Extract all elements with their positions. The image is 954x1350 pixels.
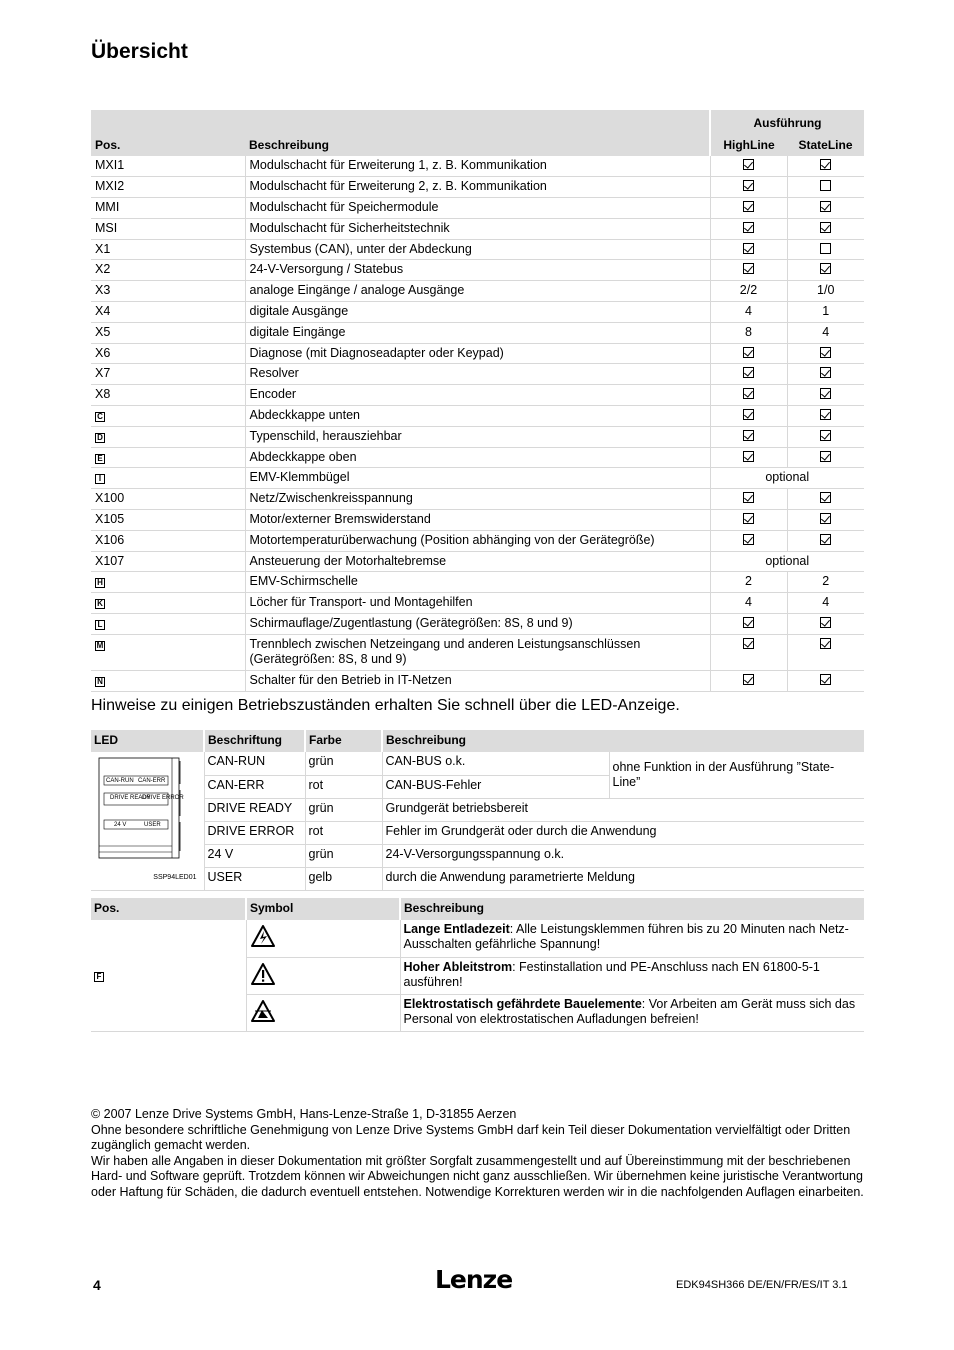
table-row — [91, 572, 864, 593]
pos-cell: X107 — [91, 551, 245, 572]
highline-cell — [710, 489, 787, 510]
pos-cell: X4 — [91, 302, 245, 323]
desc-cell: Schirmauflage/Zugentlastung (Gerätegrößen: 8S, 8 und 9) — [245, 614, 710, 635]
checked-box-icon — [743, 388, 754, 399]
desc-cell: Systembus (CAN), unter der Abdeckung — [245, 239, 710, 260]
symbol-cell — [246, 957, 400, 994]
stateline-cell — [787, 156, 864, 177]
highline-cell — [710, 343, 787, 364]
led-row — [91, 844, 864, 867]
table-row — [91, 302, 864, 323]
symbol-header: Symbol — [246, 898, 400, 920]
checked-box-icon — [743, 451, 754, 462]
led-color-cell: rot — [305, 775, 382, 798]
table-row — [91, 239, 864, 260]
led-row — [91, 867, 864, 890]
table-row — [91, 426, 864, 447]
led-label-cell: CAN-RUN — [204, 752, 305, 775]
position-marker: L — [95, 620, 105, 630]
led-color-cell: grün — [305, 798, 382, 821]
table-row — [91, 364, 864, 385]
checked-box-icon — [743, 222, 754, 233]
checked-box-icon — [820, 451, 831, 462]
highline-cell — [710, 634, 787, 670]
desc-cell: Schalter für den Betrieb in IT-Netzen — [245, 670, 710, 691]
stateline-cell — [787, 426, 864, 447]
stateline-cell: 1/0 — [787, 281, 864, 302]
highline-cell — [710, 260, 787, 281]
stateline-cell — [787, 530, 864, 551]
highline-cell — [710, 614, 787, 635]
symbol-text: : Alle Leistungsklemmen führen bis zu 20 Minuten nach Netz-Ausschalten gefährliche Spannung! — [403, 922, 849, 951]
stateline-note: ohne Funktion in der Ausführung ”State-Line” — [609, 752, 864, 798]
pos-cell — [91, 614, 245, 635]
desc-cell: Typenschild, herausziehbar — [245, 426, 710, 447]
led-label-cell: 24 V — [204, 844, 305, 867]
desc-cell: analoge Eingänge / analoge Ausgänge — [245, 281, 710, 302]
stateline-cell — [787, 239, 864, 260]
led-row — [91, 752, 864, 775]
stateline-header: StateLine — [787, 133, 864, 156]
desc-cell: Abdeckkappe unten — [245, 406, 710, 427]
checked-box-icon — [820, 347, 831, 358]
highline-cell: 2/2 — [710, 281, 787, 302]
highline-cell: 4 — [710, 593, 787, 614]
position-marker: I — [95, 474, 105, 484]
desc-cell: Encoder — [245, 385, 710, 406]
page-number: 4 — [93, 1277, 101, 1293]
pos-cell: X5 — [91, 322, 245, 343]
led-panel-drawing — [94, 756, 186, 864]
led-desc-cell: Grundgerät betriebsbereit — [382, 798, 864, 821]
pos-cell — [91, 572, 245, 593]
overview-table — [91, 110, 864, 692]
table-row — [91, 614, 864, 635]
desc-cell: Modulschacht für Speichermodule — [245, 198, 710, 219]
pos-cell: MSI — [91, 218, 245, 239]
desc-cell: Löcher für Transport- und Montagehilfen — [245, 593, 710, 614]
checked-box-icon — [743, 534, 754, 545]
pos-cell: X3 — [91, 281, 245, 302]
led-row — [91, 821, 864, 844]
led-desc-cell: 24-V-Versorgungsspannung o.k. — [382, 844, 864, 867]
highline-cell — [710, 530, 787, 551]
table-row — [91, 489, 864, 510]
highline-cell: 4 — [710, 302, 787, 323]
checked-box-icon — [743, 617, 754, 628]
position-marker: N — [95, 677, 105, 687]
sym-pos-header: Pos. — [91, 898, 246, 920]
stateline-cell — [787, 260, 864, 281]
pos-cell: X100 — [91, 489, 245, 510]
desc-cell: Abdeckkappe oben — [245, 447, 710, 468]
position-marker: E — [95, 454, 105, 464]
led-color-cell: gelb — [305, 867, 382, 890]
desc-cell: 24-V-Versorgung / Statebus — [245, 260, 710, 281]
electric-hazard-icon — [250, 937, 276, 951]
led-color-cell: rot — [305, 821, 382, 844]
led-label-cell: USER — [204, 867, 305, 890]
checked-box-icon — [820, 492, 831, 503]
checked-box-icon — [743, 180, 754, 191]
desc-cell: Modulschacht für Erweiterung 2, z. B. Kommunikation — [245, 177, 710, 198]
table-row — [91, 593, 864, 614]
document-reference: EDK94SH366 DE/EN/FR/ES/IT 3.1 — [676, 1279, 848, 1291]
stateline-cell — [787, 343, 864, 364]
table-row — [91, 281, 864, 302]
desc-cell: Modulschacht für Erweiterung 1, z. B. Kommunikation — [245, 156, 710, 177]
pos-cell: MXI1 — [91, 156, 245, 177]
checked-box-icon — [820, 367, 831, 378]
pos-cell: X8 — [91, 385, 245, 406]
liability-notice: Wir haben alle Angaben in dieser Dokumentation mit größter Sorgfalt zusammengestellt und auf Übereinstimmung mit der beschriebenen Hard- und Software geprüft. Trotzdem können wir Abweichungen nicht ganz ausschließen. Wir übernehmen keine juristische Verantwortung oder Haftung für Schäden, die dadurch eventuell entstehen. Notwendige Korrekturen werden wir in die nachfolgenden Auflagen einarbeiten. — [91, 1153, 864, 1199]
pos-cell — [91, 468, 245, 489]
table-row — [91, 447, 864, 468]
checked-box-icon — [743, 159, 754, 170]
desc-cell: Netz/Zwischenkreisspannung — [245, 489, 710, 510]
led-image-label: CAN-RUN — [106, 778, 134, 784]
symbol-desc-cell — [400, 994, 864, 1031]
position-marker: F — [94, 972, 104, 982]
checked-box-icon — [743, 367, 754, 378]
stateline-cell — [787, 177, 864, 198]
checked-box-icon — [820, 638, 831, 649]
checked-box-icon — [743, 492, 754, 503]
led-color-cell: grün — [305, 752, 382, 775]
checked-box-icon — [820, 201, 831, 212]
pos-cell — [91, 670, 245, 691]
led-desc-cell: durch die Anwendung parametrierte Meldung — [382, 867, 864, 890]
sym-pos-cell — [91, 920, 246, 1031]
desc-cell: Motor/externer Bremswiderstand — [245, 510, 710, 531]
checked-box-icon — [743, 430, 754, 441]
table-row — [91, 634, 864, 670]
highline-cell — [710, 218, 787, 239]
variant-cell: optional — [710, 468, 864, 489]
led-desc-cell: CAN-BUS-Fehler — [382, 775, 609, 798]
table-row — [91, 385, 864, 406]
symbol-title: Elektrostatisch gefährdete Bauelemente — [403, 996, 642, 1011]
highline-cell — [710, 177, 787, 198]
warning-icon — [250, 975, 276, 989]
checked-box-icon — [743, 513, 754, 524]
stateline-cell — [787, 198, 864, 219]
variant-cell: optional — [710, 551, 864, 572]
table-row — [91, 468, 864, 489]
led-image-label: DRIVE ERROR — [142, 795, 184, 801]
pos-cell — [91, 593, 245, 614]
stateline-cell — [787, 634, 864, 670]
led-header: LED — [91, 730, 204, 752]
highline-cell — [710, 510, 787, 531]
table-row — [91, 177, 864, 198]
desc-header: Beschreibung — [245, 133, 710, 156]
pos-cell: MMI — [91, 198, 245, 219]
checked-box-icon — [820, 430, 831, 441]
symbol-row — [91, 920, 864, 957]
table-row — [91, 551, 864, 572]
desc-cell: Trennblech zwischen Netzeingang und anderen Leistungsanschlüssen (Gerätegrößen: 8S, 8 und 9) — [245, 634, 710, 670]
stateline-cell — [787, 510, 864, 531]
pos-cell: X6 — [91, 343, 245, 364]
symbol-text: : Vor Arbeiten am Gerät muss sich das Personal von elektrostatischen Aufladungen befreien! — [403, 996, 856, 1026]
copy-notice: Ohne besondere schriftliche Genehmigung von Lenze Drive Systems GmbH darf kein Teil dieser Dokumentation vervielfältigt oder Dritten zugänglich gemacht werden. — [91, 1122, 851, 1152]
desc-cell: digitale Eingänge — [245, 322, 710, 343]
checked-box-icon — [820, 409, 831, 420]
symbol-desc-cell — [400, 920, 864, 957]
checked-box-icon — [743, 638, 754, 649]
table-row — [91, 260, 864, 281]
led-image-label: CAN-ERR — [138, 778, 166, 784]
led-image-label: DRIVE READY — [110, 795, 151, 801]
pos-cell: X1 — [91, 239, 245, 260]
highline-header: HighLine — [710, 133, 787, 156]
led-desc-cell: CAN-BUS o.k. — [382, 752, 609, 775]
led-desc-header: Beschreibung — [382, 730, 864, 752]
stateline-cell — [787, 385, 864, 406]
pos-cell: X2 — [91, 260, 245, 281]
desc-cell: digitale Ausgänge — [245, 302, 710, 323]
empty-box-icon — [820, 243, 831, 254]
checked-box-icon — [820, 617, 831, 628]
position-marker: M — [96, 640, 104, 650]
pos-cell: X106 — [91, 530, 245, 551]
symbol-table — [91, 898, 864, 1032]
symbol-title: Hoher Ableitstrom — [403, 959, 513, 974]
checked-box-icon — [743, 201, 754, 212]
stateline-cell — [787, 614, 864, 635]
checked-box-icon — [743, 243, 754, 254]
table-row — [91, 218, 864, 239]
highline-cell: 8 — [710, 322, 787, 343]
symbol-cell — [246, 920, 400, 957]
desc-cell: Modulschacht für Sicherheitstechnik — [245, 218, 710, 239]
table-row — [91, 156, 864, 177]
stateline-cell — [787, 406, 864, 427]
checked-box-icon — [743, 263, 754, 274]
stateline-cell — [787, 218, 864, 239]
stateline-cell — [787, 447, 864, 468]
symbol-desc-cell — [400, 957, 864, 994]
position-marker: H — [95, 578, 105, 588]
lenze-logo: Lenze — [435, 1265, 513, 1294]
stateline-cell — [787, 670, 864, 691]
highline-cell — [710, 385, 787, 406]
symbol-text: : Festinstallation und PE-Anschluss nach EN 61800-5-1 ausführen! — [403, 959, 820, 989]
checked-box-icon — [820, 388, 831, 399]
desc-cell: Resolver — [245, 364, 710, 385]
led-hint: Hinweise zu einigen Betriebszuständen erhalten Sie schnell über die LED-Anzeige. — [91, 697, 680, 714]
highline-cell — [710, 426, 787, 447]
table-row — [91, 530, 864, 551]
highline-cell — [710, 406, 787, 427]
position-marker: D — [95, 433, 105, 443]
led-label-cell: DRIVE READY — [204, 798, 305, 821]
stateline-cell: 4 — [787, 322, 864, 343]
pos-cell — [91, 406, 245, 427]
pos-cell: MXI2 — [91, 177, 245, 198]
table-row — [91, 198, 864, 219]
copyright-line: © 2007 Lenze Drive Systems GmbH, Hans-Lenze-Straße 1, D-31855 Aerzen — [91, 1107, 517, 1121]
empty-box-icon — [820, 180, 831, 191]
pos-cell: X105 — [91, 510, 245, 531]
symbol-title: Lange Entladezeit — [403, 922, 510, 936]
pos-cell — [91, 447, 245, 468]
desc-cell: Ansteuerung der Motorhaltebremse — [245, 551, 710, 572]
table-row — [91, 322, 864, 343]
esd-icon — [250, 1012, 276, 1026]
checked-box-icon — [820, 674, 831, 685]
led-color-cell: grün — [305, 844, 382, 867]
pos-cell — [91, 426, 245, 447]
legal-footer — [91, 1107, 866, 1200]
highline-cell — [710, 239, 787, 260]
sym-desc-header: Beschreibung — [400, 898, 864, 920]
pos-header: Pos. — [91, 133, 245, 156]
stateline-cell — [787, 364, 864, 385]
highline-cell — [710, 156, 787, 177]
table-row — [91, 406, 864, 427]
desc-cell: Diagnose (mit Diagnoseadapter oder Keypad) — [245, 343, 710, 364]
checked-box-icon — [743, 347, 754, 358]
label-header: Beschriftung — [204, 730, 305, 752]
pos-cell: X7 — [91, 364, 245, 385]
checked-box-icon — [820, 159, 831, 170]
stateline-cell: 2 — [787, 572, 864, 593]
checked-box-icon — [820, 222, 831, 233]
pos-cell — [91, 634, 245, 670]
page-title: Übersicht — [91, 40, 188, 63]
checked-box-icon — [743, 409, 754, 420]
image-caption: SSP94LED01 — [153, 874, 197, 881]
led-label-cell: CAN-ERR — [204, 775, 305, 798]
checked-box-icon — [743, 674, 754, 685]
led-desc-cell: Fehler im Grundgerät oder durch die Anwendung — [382, 821, 864, 844]
table-row — [91, 343, 864, 364]
checked-box-icon — [820, 263, 831, 274]
highline-cell — [710, 198, 787, 219]
led-table — [91, 730, 864, 891]
desc-cell: EMV-Schirmschelle — [245, 572, 710, 593]
led-label-cell: DRIVE ERROR — [204, 821, 305, 844]
checked-box-icon — [820, 513, 831, 524]
highline-cell — [710, 670, 787, 691]
highline-cell — [710, 364, 787, 385]
highline-cell: 2 — [710, 572, 787, 593]
led-image-cell — [91, 752, 204, 890]
stateline-cell: 4 — [787, 593, 864, 614]
highline-cell — [710, 447, 787, 468]
color-header: Farbe — [305, 730, 382, 752]
table-row — [91, 510, 864, 531]
led-image-label: 24 V — [114, 822, 127, 828]
stateline-cell: 1 — [787, 302, 864, 323]
desc-cell: EMV-Klemmbügel — [245, 468, 710, 489]
position-marker: K — [95, 599, 105, 609]
led-image-label: USER — [144, 822, 161, 828]
variant-header: Ausführung — [710, 110, 864, 133]
stateline-cell — [787, 489, 864, 510]
led-row — [91, 798, 864, 821]
desc-cell: Motortemperaturüberwachung (Position abhänging von der Gerätegröße) — [245, 530, 710, 551]
table-row — [91, 670, 864, 691]
position-marker: C — [95, 412, 105, 422]
symbol-cell — [246, 994, 400, 1031]
checked-box-icon — [820, 534, 831, 545]
